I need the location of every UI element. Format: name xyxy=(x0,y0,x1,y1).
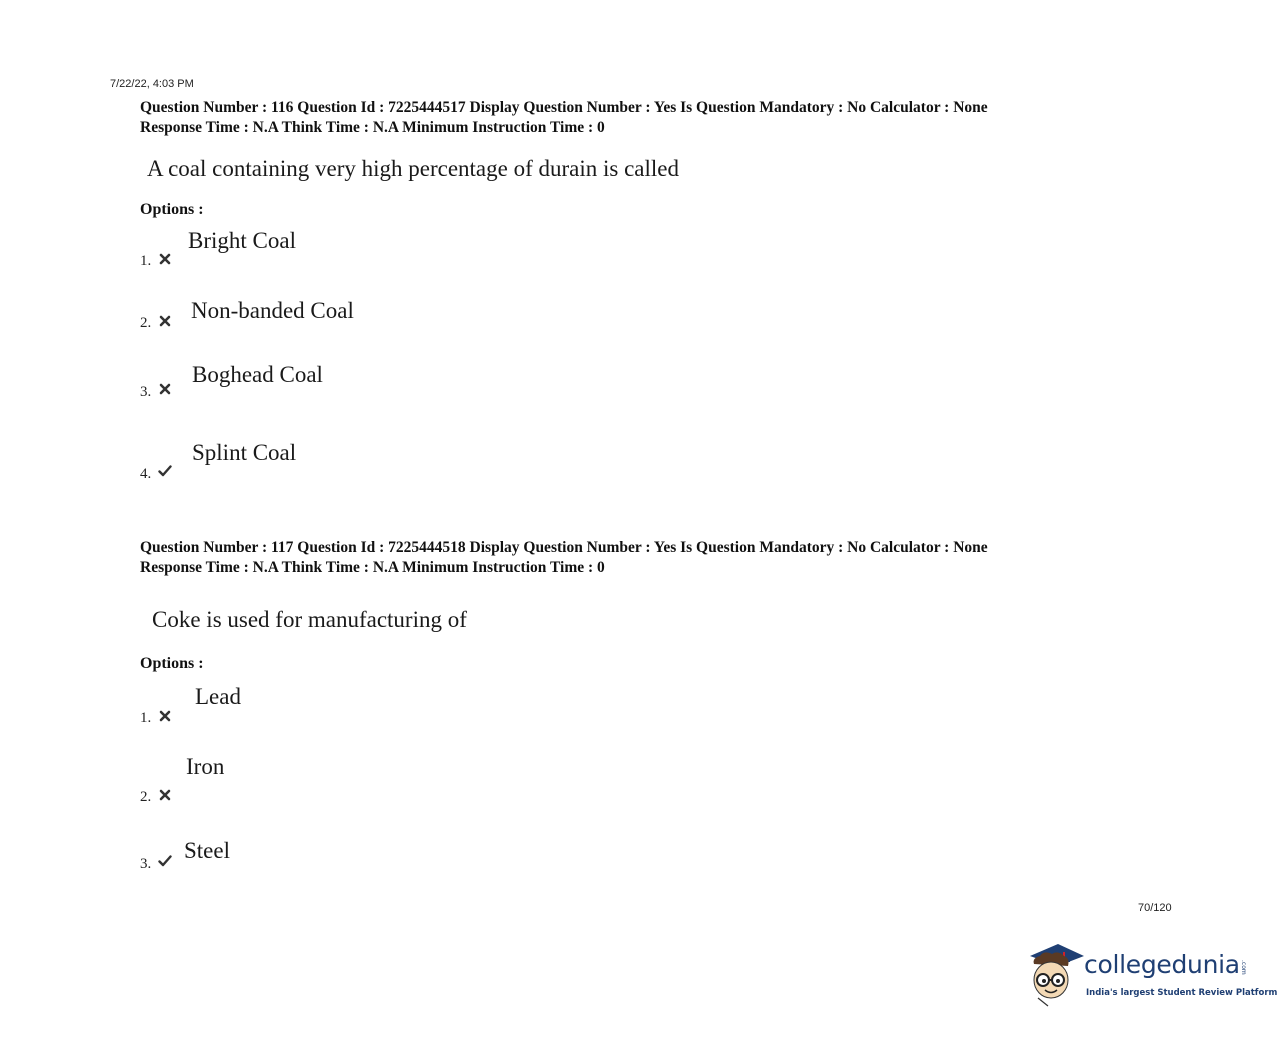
option-text: Lead xyxy=(195,684,241,709)
options-label: Options : xyxy=(140,655,204,672)
print-timestamp: 7/22/22, 4:03 PM xyxy=(110,78,194,90)
option-number: 2. xyxy=(140,315,152,331)
option-item xyxy=(140,298,640,348)
logo-tagline: India's largest Student Review Platform xyxy=(1086,988,1278,998)
option-text: Non-banded Coal xyxy=(191,298,354,323)
check-icon xyxy=(158,464,172,478)
option-item xyxy=(140,838,640,888)
option-number: 4. xyxy=(140,466,152,482)
option-number: 3. xyxy=(140,384,152,400)
mascot-icon xyxy=(1024,938,1086,1010)
option-text: Boghead Coal xyxy=(192,362,323,387)
option-item xyxy=(140,754,640,804)
question-block-116 xyxy=(140,98,1140,498)
option-text: Steel xyxy=(184,838,230,863)
option-text: Splint Coal xyxy=(192,440,297,465)
option-text: Iron xyxy=(186,754,225,779)
question-text: Coke is used for manufacturing of xyxy=(152,607,467,632)
question-meta-line: Question Number : 117 Question Id : 7225444518 Display Question Number : Yes Is Question Mandatory : No Calculator : None xyxy=(140,539,988,556)
option-item xyxy=(140,362,640,412)
cross-icon xyxy=(158,314,172,328)
option-number: 1. xyxy=(140,710,152,726)
question-block-117 xyxy=(140,538,1140,878)
check-icon xyxy=(158,854,172,868)
cross-icon xyxy=(158,788,172,802)
question-meta-line: Question Number : 116 Question Id : 7225444517 Display Question Number : Yes Is Question Mandatory : No Calculator : None xyxy=(140,99,988,116)
question-meta-line: Response Time : N.A Think Time : N.A Minimum Instruction Time : 0 xyxy=(140,559,605,576)
option-item xyxy=(140,684,640,734)
option-text: Bright Coal xyxy=(188,228,296,253)
collegedunia-logo xyxy=(1024,938,1278,1010)
option-number: 1. xyxy=(140,253,152,269)
cross-icon xyxy=(158,382,172,396)
option-item xyxy=(140,440,640,490)
options-label: Options : xyxy=(140,201,204,218)
cross-icon xyxy=(158,709,172,723)
question-text: A coal containing very high percentage of durain is called xyxy=(147,156,679,181)
option-item xyxy=(140,226,640,276)
cross-icon xyxy=(158,252,172,266)
option-number: 2. xyxy=(140,789,152,805)
logo-name: collegedunia xyxy=(1084,950,1240,979)
logo-tld: .com xyxy=(1240,960,1247,975)
page-number: 70/120 xyxy=(1138,902,1172,914)
option-number: 3. xyxy=(140,856,152,872)
question-meta-line: Response Time : N.A Think Time : N.A Minimum Instruction Time : 0 xyxy=(140,119,605,136)
